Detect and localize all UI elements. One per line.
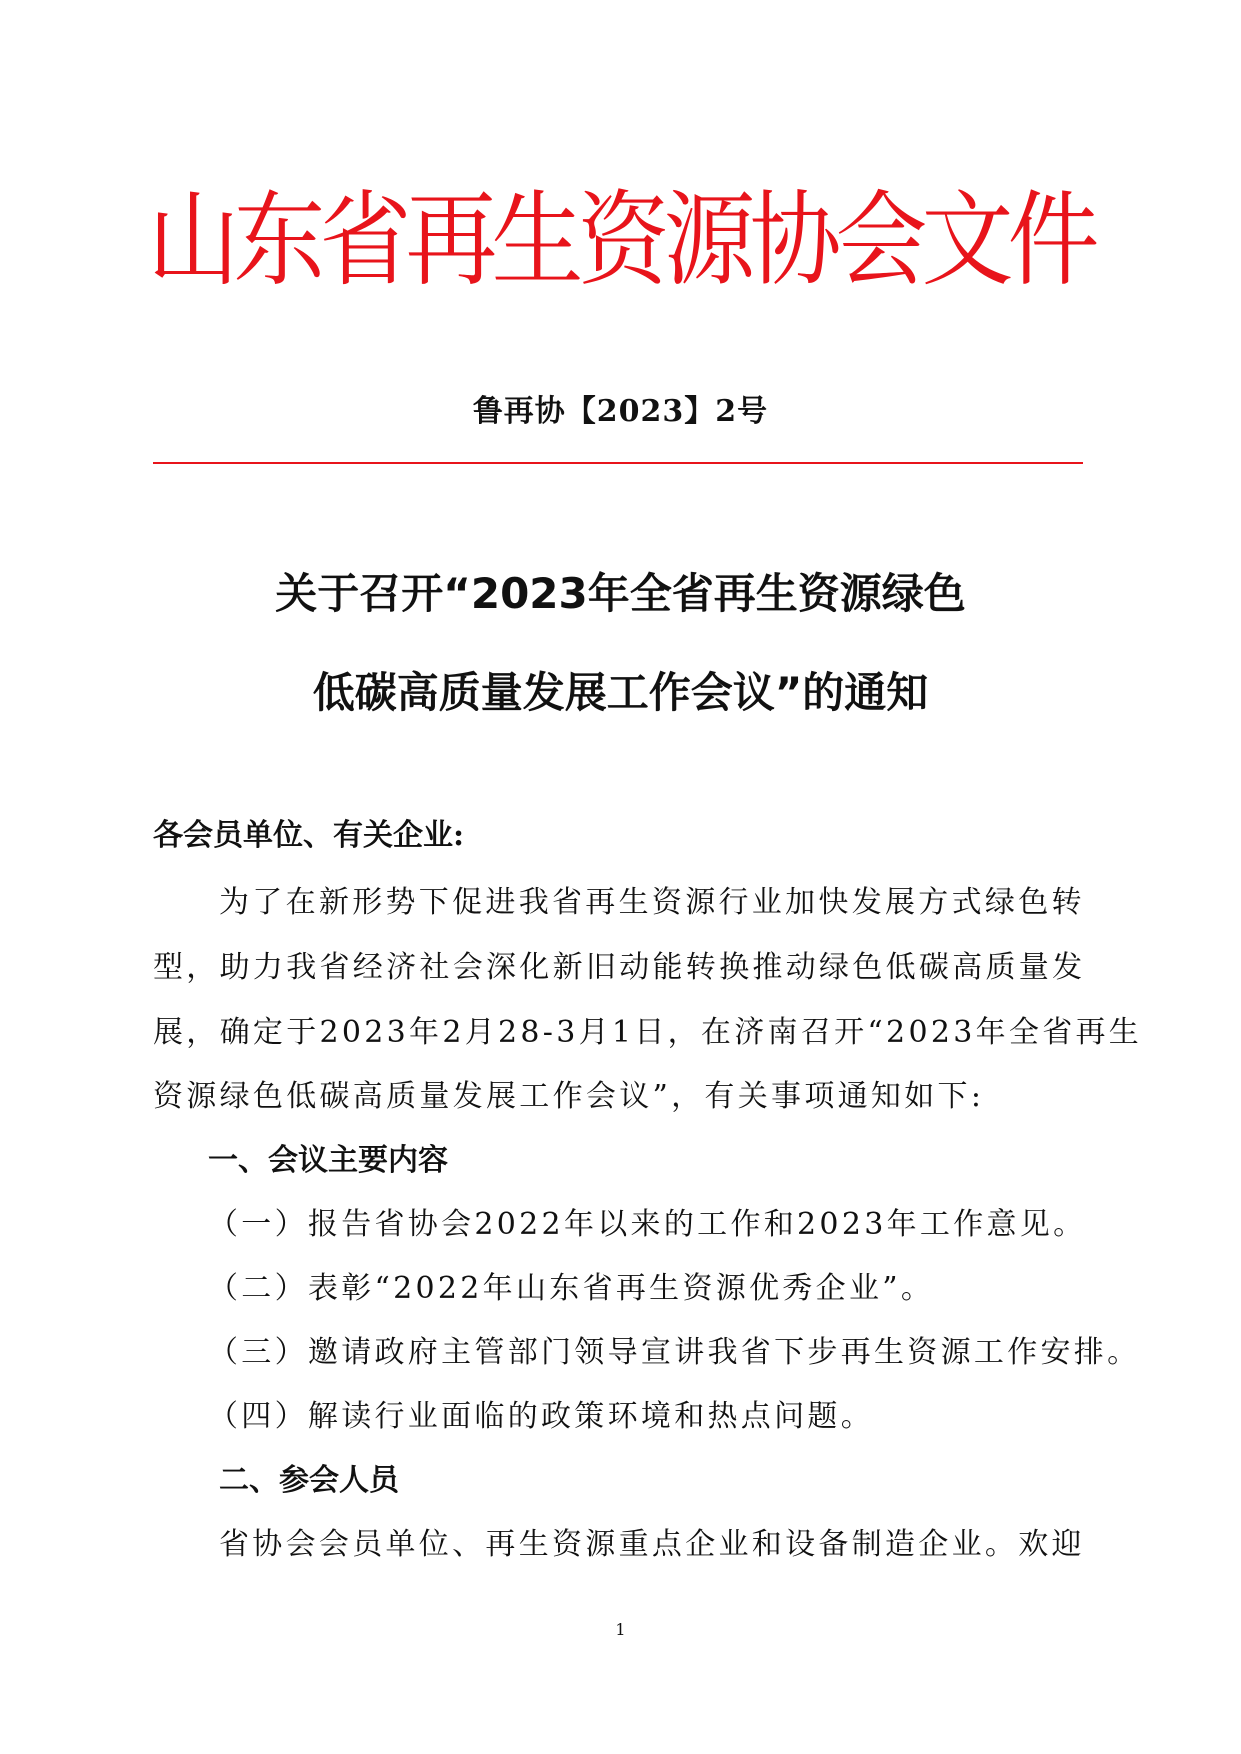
intro-line-3: 展，确定于2023年2月28-3月1日，在济南召开“2023年全省再生 bbox=[153, 1015, 1143, 1050]
section-2-text: 省协会会员单位、再生资源重点企业和设备制造企业。欢迎 bbox=[219, 1527, 1085, 1562]
salutation: 各会员单位、有关企业: bbox=[153, 818, 465, 853]
document-number: 鲁再协【2023】2号 bbox=[472, 394, 769, 429]
notice-title-line-1: 关于召开“2023年全省再生资源绿色 bbox=[275, 569, 966, 618]
section-1-item-3: （三）邀请政府主管部门领导宣讲我省下步再生资源工作安排。 bbox=[208, 1335, 1141, 1370]
page-number: 1 bbox=[615, 1620, 626, 1639]
section-1-item-4: （四）解读行业面临的政策环境和热点问题。 bbox=[208, 1399, 874, 1434]
document-header-title: 山东省再生资源协会文件 bbox=[147, 180, 1094, 301]
section-1-heading: 一、会议主要内容 bbox=[208, 1143, 448, 1178]
notice-title-line-2: 低碳高质量发展工作会议”的通知 bbox=[312, 668, 929, 717]
section-1-item-2: （二）表彰“2022年山东省再生资源优秀企业”。 bbox=[208, 1271, 935, 1306]
intro-line-4: 资源绿色低碳高质量发展工作会议”，有关事项通知如下: bbox=[153, 1079, 985, 1114]
section-1-item-1: （一）报告省协会2022年以来的工作和2023年工作意见。 bbox=[208, 1207, 1087, 1242]
section-2-heading: 二、参会人员 bbox=[219, 1463, 399, 1498]
intro-line-2: 型，助力我省经济社会深化新旧动能转换推动绿色低碳高质量发 bbox=[153, 950, 1086, 985]
red-divider-line bbox=[153, 462, 1083, 464]
intro-line-1: 为了在新形势下促进我省再生资源行业加快发展方式绿色转 bbox=[219, 885, 1085, 920]
